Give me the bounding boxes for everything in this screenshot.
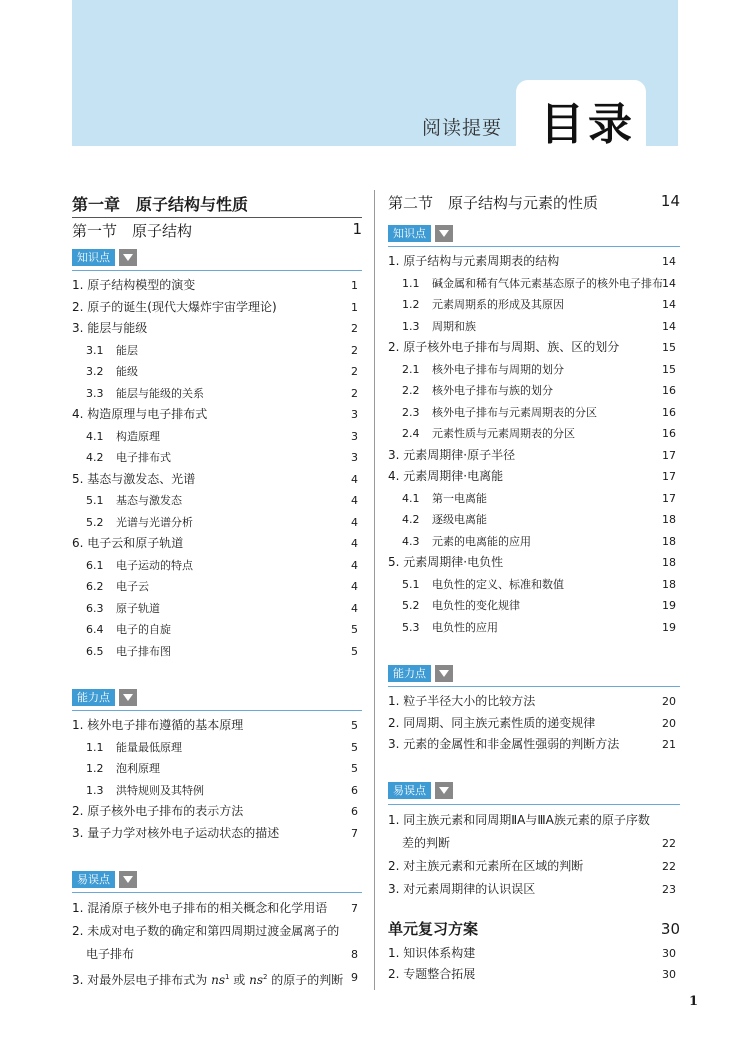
toc-entry-title: 3. 量子力学对核外电子运动状态的描述 — [72, 825, 280, 840]
toc-entry[interactable] — [72, 404, 362, 426]
toc-entry-page: 1 — [351, 300, 358, 314]
toc-entry[interactable] — [72, 275, 362, 297]
toc-subentry[interactable] — [388, 316, 680, 338]
toc-entry[interactable] — [72, 318, 362, 340]
toc-entry-title: 2. 对主族元素和元素所在区域的判断 — [388, 858, 584, 873]
toc-entry-page: 17 — [662, 448, 676, 462]
toc-entry-number: 3.1 — [86, 343, 104, 357]
toc-subentry[interactable] — [388, 617, 680, 639]
toc-entry-page: 3 — [351, 451, 358, 464]
toc-entry-title: 能层 — [116, 343, 138, 357]
toc-entry-number: 1.3 — [402, 319, 420, 333]
toc-entry-title: 1. 核外电子排布遵循的基本原理 — [72, 718, 244, 732]
toc-entry-page: 14 — [662, 319, 676, 333]
toc-entry-title: 原子轨道 — [116, 601, 160, 615]
toc-entry[interactable] — [388, 552, 680, 574]
badge-rule — [388, 686, 680, 687]
toc-entry-page: 7 — [351, 826, 358, 840]
toc-entry-number: 4.2 — [86, 451, 104, 464]
toc-entry-page: 15 — [662, 341, 676, 354]
badge-row-errors — [72, 868, 362, 890]
toc-subentry[interactable] — [72, 340, 362, 362]
toc-entry-number: 1.1 — [86, 740, 104, 754]
unit-review-title: 单元复习方案 — [388, 919, 479, 938]
toc-entry-page: 14 — [662, 298, 676, 311]
toc-entry-number: 6.5 — [86, 644, 104, 658]
toc-entry[interactable] — [388, 445, 680, 467]
toc-entry-title: 5. 元素周期律·电负性 — [388, 555, 504, 569]
toc-entry[interactable] — [388, 878, 680, 901]
toc-entry-number: 4.2 — [402, 513, 420, 526]
badge-row-errors — [388, 780, 680, 802]
toc-entry[interactable] — [388, 809, 680, 832]
toc-entry-title-pre: 3. 对最外层电子排布式为 — [72, 973, 212, 987]
toc-subentry[interactable] — [72, 619, 362, 641]
toc-subentry[interactable] — [72, 576, 362, 598]
toc-entry-page: 19 — [662, 620, 676, 634]
toc-entry-page: 18 — [662, 577, 676, 591]
ability-list — [388, 691, 680, 756]
toc-subentry[interactable] — [72, 512, 362, 534]
toc-entry-title: 第一电离能 — [432, 491, 487, 505]
toc-entry[interactable] — [388, 734, 680, 756]
toc-entry-page: 16 — [662, 384, 676, 397]
error-badge: 易误点 — [388, 782, 431, 799]
badge-rule — [72, 892, 362, 893]
toc-left-column — [72, 192, 362, 989]
toc-entry-number: 4.1 — [86, 429, 104, 443]
toc-entry-title: 周期和族 — [432, 319, 476, 333]
toc-entry-page: 14 — [662, 276, 676, 290]
toc-entry-title: 构造原理 — [116, 429, 160, 443]
toc-entry-page: 9 — [351, 971, 358, 984]
chapter-heading — [72, 192, 362, 218]
toc-entry-title: 核外电子排布与周期的划分 — [432, 362, 564, 376]
toc-subentry[interactable] — [72, 383, 362, 405]
toc-entry-title: 核外电子排布与族的划分 — [432, 384, 553, 397]
toc-entry-title: 泡利原理 — [116, 762, 160, 775]
toc-subentry[interactable] — [72, 490, 362, 512]
toc-entry-number: 1.3 — [86, 783, 104, 797]
toc-entry-number: 3.2 — [86, 365, 104, 378]
toc-entry-continued[interactable] — [388, 832, 680, 855]
toc-entry-continued[interactable] — [72, 943, 362, 966]
toc-entry-title: 碱金属和稀有气体元素基态原子的核外电子排布 — [432, 276, 663, 290]
toc-entry-page: 2 — [351, 386, 358, 400]
section-page: 1 — [352, 220, 362, 238]
toc-entry-page: 22 — [662, 836, 676, 850]
toc-entry-number: 1.1 — [402, 276, 420, 290]
column-divider — [374, 190, 375, 990]
toc-subentry[interactable] — [388, 273, 680, 295]
toc-entry-title: 3. 对元素周期律的认识误区 — [388, 881, 536, 896]
toc-entry-page: 20 — [662, 695, 676, 708]
toc-entry[interactable] — [388, 943, 680, 965]
toc-subentry[interactable] — [72, 426, 362, 448]
toc-entry-page: 30 — [662, 968, 676, 981]
page-number: 1 — [688, 994, 698, 1009]
toc-entry-title: 5. 基态与激发态、光谱 — [72, 471, 196, 486]
toc-entry-title: 逐级电离能 — [432, 513, 487, 526]
superscript: 1 — [224, 973, 230, 981]
toc-entry[interactable] — [72, 823, 362, 845]
toc-entry-page: 4 — [351, 472, 358, 486]
toc-entry-page: 18 — [662, 556, 676, 569]
toc-entry-title: 电子排布图 — [116, 644, 171, 658]
toc-entry-page: 2 — [351, 322, 358, 335]
toc-entry-page: 20 — [662, 716, 676, 730]
toc-entry[interactable] — [388, 251, 680, 273]
toc-entry-number: 4.3 — [402, 534, 420, 548]
toc-entry-title: 能量最低原理 — [116, 740, 182, 754]
toc-entry-title: 元素周期系的形成及其原因 — [432, 298, 564, 311]
toc-entry-page: 21 — [662, 738, 676, 751]
toc-entry[interactable] — [388, 466, 680, 488]
toc-entry-title: 电子运动的特点 — [116, 558, 193, 572]
toc-entry-page: 15 — [662, 362, 676, 376]
triangle-down-icon — [119, 249, 137, 266]
toc-entry[interactable] — [72, 297, 362, 319]
toc-entry-page: 17 — [662, 470, 676, 483]
toc-subentry[interactable] — [388, 574, 680, 596]
toc-subentry[interactable] — [388, 595, 680, 617]
toc-subentry[interactable] — [388, 488, 680, 510]
toc-entry-page: 19 — [662, 599, 676, 612]
toc-entry-title: 能级 — [116, 365, 138, 378]
toc-entry-page: 5 — [351, 762, 358, 775]
section-page: 14 — [660, 192, 680, 210]
toc-entry-page: 5 — [351, 623, 358, 636]
toc-entry-page: 2 — [351, 365, 358, 378]
page-title: 目录 — [540, 99, 636, 150]
toc-entry-page: 2 — [351, 343, 358, 357]
toc-entry-title: 6. 电子云和原子轨道 — [72, 536, 184, 550]
toc-entry-page: 16 — [662, 427, 676, 440]
toc-entry-page: 16 — [662, 405, 676, 419]
toc-subentry[interactable] — [388, 509, 680, 531]
toc-entry[interactable] — [72, 897, 362, 920]
toc-entry-title: 光谱与光谱分析 — [116, 515, 193, 529]
toc-subentry[interactable] — [72, 641, 362, 663]
toc-entry-page: 5 — [351, 740, 358, 754]
toc-entry-title: 2. 原子核外电子排布与周期、族、区的划分 — [388, 340, 620, 354]
toc-entry-number: 6.1 — [86, 558, 104, 572]
toc-entry-title: 电负性的定义、标准和数值 — [432, 577, 564, 591]
toc-entry-page: 14 — [662, 255, 676, 268]
toc-subentry[interactable] — [72, 758, 362, 780]
badge-row-ability — [388, 662, 680, 684]
knowledge-badge: 知识点 — [72, 249, 115, 266]
toc-entry-number: 6.2 — [86, 580, 104, 593]
unit-review-list — [388, 943, 680, 986]
toc-entry-page: 5 — [351, 644, 358, 658]
toc-entry-page: 6 — [351, 783, 358, 797]
toc-entry[interactable] — [388, 691, 680, 713]
toc-entry-page: 1 — [351, 279, 358, 292]
toc-entry-page: 4 — [351, 537, 358, 550]
toc-entry-title: 电负性的变化规律 — [432, 599, 520, 612]
knowledge-list — [388, 251, 680, 638]
toc-subentry[interactable] — [72, 447, 362, 469]
toc-entry-title: 3. 元素周期律·原子半径 — [388, 447, 516, 462]
toc-subentry[interactable] — [388, 423, 680, 445]
toc-entry-number: 5.1 — [402, 577, 420, 591]
toc-entry-title-mid: 或 — [229, 973, 250, 987]
chapter-title: 第一章 原子结构与性质 — [72, 195, 249, 214]
toc-entry[interactable] — [388, 337, 680, 359]
toc-entry-title: 2. 同周期、同主族元素性质的递变规律 — [388, 715, 596, 730]
toc-entry-title: 电子云 — [116, 580, 149, 593]
toc-entry-title: 2. 原子核外电子排布的表示方法 — [72, 804, 244, 818]
badge-row-knowledge — [72, 246, 362, 268]
unit-review-heading[interactable] — [388, 915, 680, 943]
toc-entry[interactable] — [72, 715, 362, 737]
toc-entry-title: 元素的电离能的应用 — [432, 534, 531, 548]
triangle-down-icon — [119, 871, 137, 888]
toc-entry[interactable] — [72, 469, 362, 491]
toc-entry-number: 2.2 — [402, 384, 420, 397]
toc-entry-number: 5.2 — [86, 515, 104, 529]
toc-entry-title: 基态与激发态 — [116, 494, 182, 507]
toc-entry-page: 7 — [351, 902, 358, 915]
section-heading[interactable] — [72, 220, 362, 244]
toc-entry-number: 1.2 — [86, 762, 104, 775]
badge-rule — [388, 804, 680, 805]
toc-right-column — [388, 192, 680, 986]
triangle-down-icon — [119, 689, 137, 706]
toc-entry-title: 能层与能级的关系 — [116, 386, 204, 400]
toc-subentry[interactable] — [72, 598, 362, 620]
toc-entry-page: 8 — [351, 948, 358, 961]
toc-entry[interactable] — [72, 966, 362, 989]
toc-entry-title: 差的判断 — [402, 835, 451, 850]
superscript: 2 — [262, 973, 268, 981]
toc-entry-title: 4. 构造原理与电子排布式 — [72, 407, 208, 421]
ability-badge: 能力点 — [72, 689, 115, 706]
knowledge-badge: 知识点 — [388, 225, 431, 242]
toc-entry-title: 核外电子排布与元素周期表的分区 — [432, 405, 597, 419]
toc-subentry[interactable] — [388, 380, 680, 402]
section-title: 第二节 原子结构与元素的性质 — [388, 194, 599, 212]
toc-subentry[interactable] — [72, 780, 362, 802]
badge-rule — [388, 246, 680, 247]
toc-subentry[interactable] — [72, 555, 362, 577]
header-subtitle: 阅读提要 — [422, 117, 503, 139]
badge-rule — [72, 710, 362, 711]
toc-entry-number: 5.1 — [86, 494, 104, 507]
unit-review-page: 30 — [660, 919, 680, 938]
toc-entry-number: 2.3 — [402, 405, 420, 419]
toc-entry-page: 17 — [662, 491, 676, 505]
section-heading[interactable] — [388, 192, 680, 220]
toc-entry-title: 电子排布 — [86, 947, 135, 961]
triangle-down-icon — [435, 782, 453, 799]
formula-ns: ns — [249, 973, 263, 987]
toc-entry-page: 3 — [351, 429, 358, 443]
badge-row-knowledge — [388, 222, 680, 244]
toc-entry-title: 1. 原子结构模型的演变 — [72, 278, 196, 292]
error-badge: 易误点 — [72, 871, 115, 888]
toc-entry-page: 4 — [351, 601, 358, 615]
toc-entry-title: 4. 元素周期律·电离能 — [388, 469, 504, 483]
toc-entry-title: 电子排布式 — [116, 451, 171, 464]
section-title: 第一节 原子结构 — [72, 222, 193, 240]
toc-entry-page: 3 — [351, 408, 358, 421]
toc-entry-number: 6.4 — [86, 623, 104, 636]
toc-entry-title: 洪特规则及其特例 — [116, 783, 204, 797]
toc-entry-title: 元素性质与元素周期表的分区 — [432, 427, 575, 440]
toc-entry-number: 2.4 — [402, 427, 420, 440]
toc-entry[interactable] — [388, 713, 680, 735]
toc-entry[interactable] — [72, 920, 362, 943]
toc-entry-page: 5 — [351, 719, 358, 732]
toc-entry-title: 3. 元素的金属性和非金属性强弱的判断方法 — [388, 737, 620, 751]
badge-row-ability — [72, 686, 362, 708]
toc-entry-title: 1. 粒子半径大小的比较方法 — [388, 694, 536, 708]
toc-subentry[interactable] — [388, 531, 680, 553]
toc-entry-title: 电子的自旋 — [116, 623, 171, 636]
toc-subentry[interactable] — [388, 402, 680, 424]
ability-badge: 能力点 — [388, 665, 431, 682]
toc-entry-page: 22 — [662, 859, 676, 873]
triangle-down-icon — [435, 225, 453, 242]
toc-entry-number: 4.1 — [402, 491, 420, 505]
toc-entry-number: 1.2 — [402, 298, 420, 311]
triangle-down-icon — [435, 665, 453, 682]
toc-entry[interactable] — [388, 855, 680, 878]
toc-entry-number: 3.3 — [86, 386, 104, 400]
toc-entry-page: 30 — [662, 946, 676, 960]
toc-entry-number: 5.3 — [402, 620, 420, 634]
toc-entry-title: 1. 同主族元素和同周期ⅡA与ⅢA族元素的原子序数 — [388, 812, 650, 827]
toc-entry-title: 2. 专题整合拓展 — [388, 967, 476, 981]
toc-entry-page: 4 — [351, 558, 358, 572]
toc-subentry[interactable] — [388, 359, 680, 381]
toc-entry-title: 1. 知识体系构建 — [388, 945, 476, 960]
toc-subentry[interactable] — [388, 294, 680, 316]
toc-entry-title: 2. 原子的诞生(现代大爆炸宇宙学理论) — [72, 299, 277, 314]
toc-entry-page: 4 — [351, 580, 358, 593]
toc-entry-number: 5.2 — [402, 599, 420, 612]
toc-entry-title-post: 的原子的判断 — [267, 973, 344, 987]
toc-entry-page: 6 — [351, 805, 358, 818]
toc-entry-page: 4 — [351, 515, 358, 529]
toc-entry[interactable] — [388, 964, 680, 986]
toc-entry-number: 2.1 — [402, 362, 420, 376]
toc-subentry[interactable] — [72, 737, 362, 759]
toc-subentry[interactable] — [72, 361, 362, 383]
toc-entry-title: 1. 混淆原子核外电子排布的相关概念和化学用语 — [72, 901, 328, 915]
toc-entry-page: 18 — [662, 534, 676, 548]
formula-ns: ns — [211, 973, 225, 987]
toc-entry-title: 3. 能层与能级 — [72, 321, 148, 335]
toc-entry-page: 4 — [351, 494, 358, 507]
toc-entry-number: 6.3 — [86, 601, 104, 615]
badge-rule — [72, 270, 362, 271]
toc-entry-title: 电负性的应用 — [432, 620, 498, 634]
toc-entry[interactable] — [72, 533, 362, 555]
ability-list — [72, 715, 362, 844]
toc-entry-title: 2. 未成对电子数的确定和第四周期过渡金属离子的 — [72, 924, 340, 938]
toc-entry[interactable] — [72, 801, 362, 823]
toc-entry-page: 18 — [662, 513, 676, 526]
knowledge-list — [72, 275, 362, 662]
toc-entry-title: 1. 原子结构与元素周期表的结构 — [388, 254, 560, 268]
toc-entry-page: 23 — [662, 882, 676, 896]
